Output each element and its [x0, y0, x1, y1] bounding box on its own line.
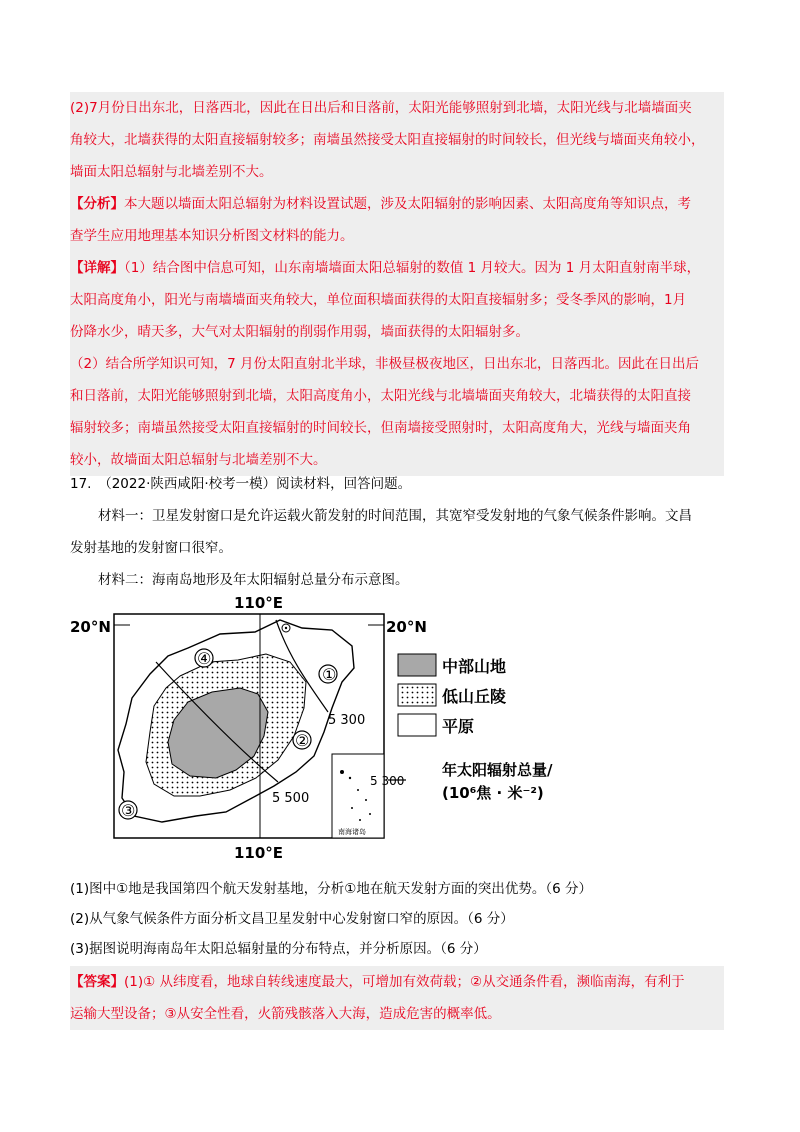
legend-mountain-label: 中部山地 [442, 657, 507, 676]
site-2-label: ② [295, 731, 310, 750]
detail-line: （2）结合所学知识可知，7 月份太阳直射北半球，非极昼极夜地区，日出东北，日落西北。因此在日出后 [70, 356, 699, 372]
analysis-tag: 【分析】 [70, 196, 124, 212]
inset-frame [332, 754, 384, 838]
isoline-5500-label: 5 500 [272, 791, 310, 806]
subquestion-3: (3)据图说明海南岛年太阳总辐射量的分布特点，并分析原因。（6 分） [70, 941, 487, 957]
detail-line: 较小，故墙面太阳总辐射与北墙差别不大。 [70, 452, 327, 468]
inset-label: 南海诸岛 [338, 828, 366, 836]
legend-plain-swatch [398, 714, 436, 736]
site-3-label: ③ [121, 801, 136, 820]
subquestion-2: (2)从气象气候条件方面分析文昌卫星发射中心发射窗口窄的原因。（6 分） [70, 911, 514, 927]
legend-plain-label: 平原 [442, 717, 475, 736]
legend-isoline-value: 5 300 [370, 774, 405, 788]
lat-label-left: 20°N [70, 618, 111, 636]
lon-label-bottom: 110°E [234, 844, 284, 862]
legend-isoline-title: 年太阳辐射总量/ [442, 761, 553, 779]
detail-text: （1）结合图中信息可知，山东南墙墙面太阳总辐射的数值 1 月较大。因为 1 月太阳直射南半球， [124, 260, 701, 276]
detail-line: 太阳高度角小，阳光与南墙墙面夹角较大，单位面积墙面获得的太阳直接辐射多；受冬季风的影响，1月 [70, 292, 687, 308]
detail-tag: 【详解】 [70, 260, 124, 276]
analysis-line: 查学生应用地理基本知识分析图文材料的能力。 [70, 228, 354, 244]
analysis-line [70, 188, 724, 220]
detail-line [70, 252, 724, 284]
subquestions-block [70, 874, 724, 964]
answer-line [70, 966, 724, 998]
previous-answer-line: (2)7月份日出东北，日落西北，因此在日出后和日落前，太阳光能够照射到北墙，太阳光线与北墙墙面夹 [70, 100, 692, 116]
previous-answer-line: 墙面太阳总辐射与北墙差别不大。 [70, 164, 273, 180]
legend-mountain-swatch [398, 654, 436, 676]
subquestion-1: (1)图中①地是我国第四个航天发射基地，分析①地在航天发射方面的突出优势。（6 分） [70, 881, 592, 897]
detail-block [70, 252, 724, 476]
detail-line: 份降水少，晴天多，大气对太阳辐射的削弱作用弱，墙面获得的太阳辐射多。 [70, 324, 529, 340]
answer-block [70, 966, 724, 1030]
question-17 [70, 468, 724, 596]
hainan-map-figure [70, 590, 590, 865]
isoline-5300-label: 5 300 [328, 713, 366, 728]
answer-line: 运输大型设备；③从安全性看，火箭残骸落入大海，造成危害的概率低。 [70, 1006, 501, 1022]
answer-text: (1)① 从纬度看，地球自转线速度最大，可增加有效荷载；②从交通条件看，濒临南海，有利于 [124, 974, 685, 990]
site-1-label: ① [322, 665, 337, 684]
previous-answer-block [70, 92, 724, 188]
detail-line: 和日落前，太阳光能够照射到北墙，太阳高度角小，太阳光线与北墙墙面夹角较大，北墙获得的太阳直接 [70, 388, 691, 404]
material-1-line: 发射基地的发射窗口很窄。 [70, 540, 232, 556]
legend-hills-label: 低山丘陵 [442, 687, 507, 706]
question-header: 17. （2022·陕西咸阳·校考一模）阅读材料，回答问题。 [70, 476, 412, 492]
previous-answer-line: 角较大，北墙获得的太阳直接辐射较多；南墙虽然接受太阳直接辐射的时间较长，但光线与墙面夹角较小， [70, 132, 705, 148]
site-4-label: ④ [197, 649, 212, 668]
legend-hills-swatch [398, 684, 436, 706]
detail-line: 辐射较多；南墙虽然接受太阳直接辐射的时间较长，但南墙接受照射时，太阳高度角大，光线与墙面夹角 [70, 420, 691, 436]
material-2-line: 材料二：海南岛地形及年太阳辐射总量分布示意图。 [98, 572, 409, 588]
lat-label-right: 20°N [386, 618, 427, 636]
lon-label-top: 110°E [234, 594, 284, 612]
answer-tag: 【答案】 [70, 974, 124, 990]
analysis-text: 本大题以墙面太阳总辐射为材料设置试题，涉及太阳辐射的影响因素、太阳高度角等知识点，考 [124, 196, 691, 212]
legend-isoline-unit: (10⁶焦 · 米⁻²) [442, 784, 544, 802]
analysis-block [70, 188, 724, 252]
material-1-line: 材料一：卫星发射窗口是允许运载火箭发射的时间范围，其宽窄受发射地的气象气候条件影响。文昌 [98, 508, 692, 524]
